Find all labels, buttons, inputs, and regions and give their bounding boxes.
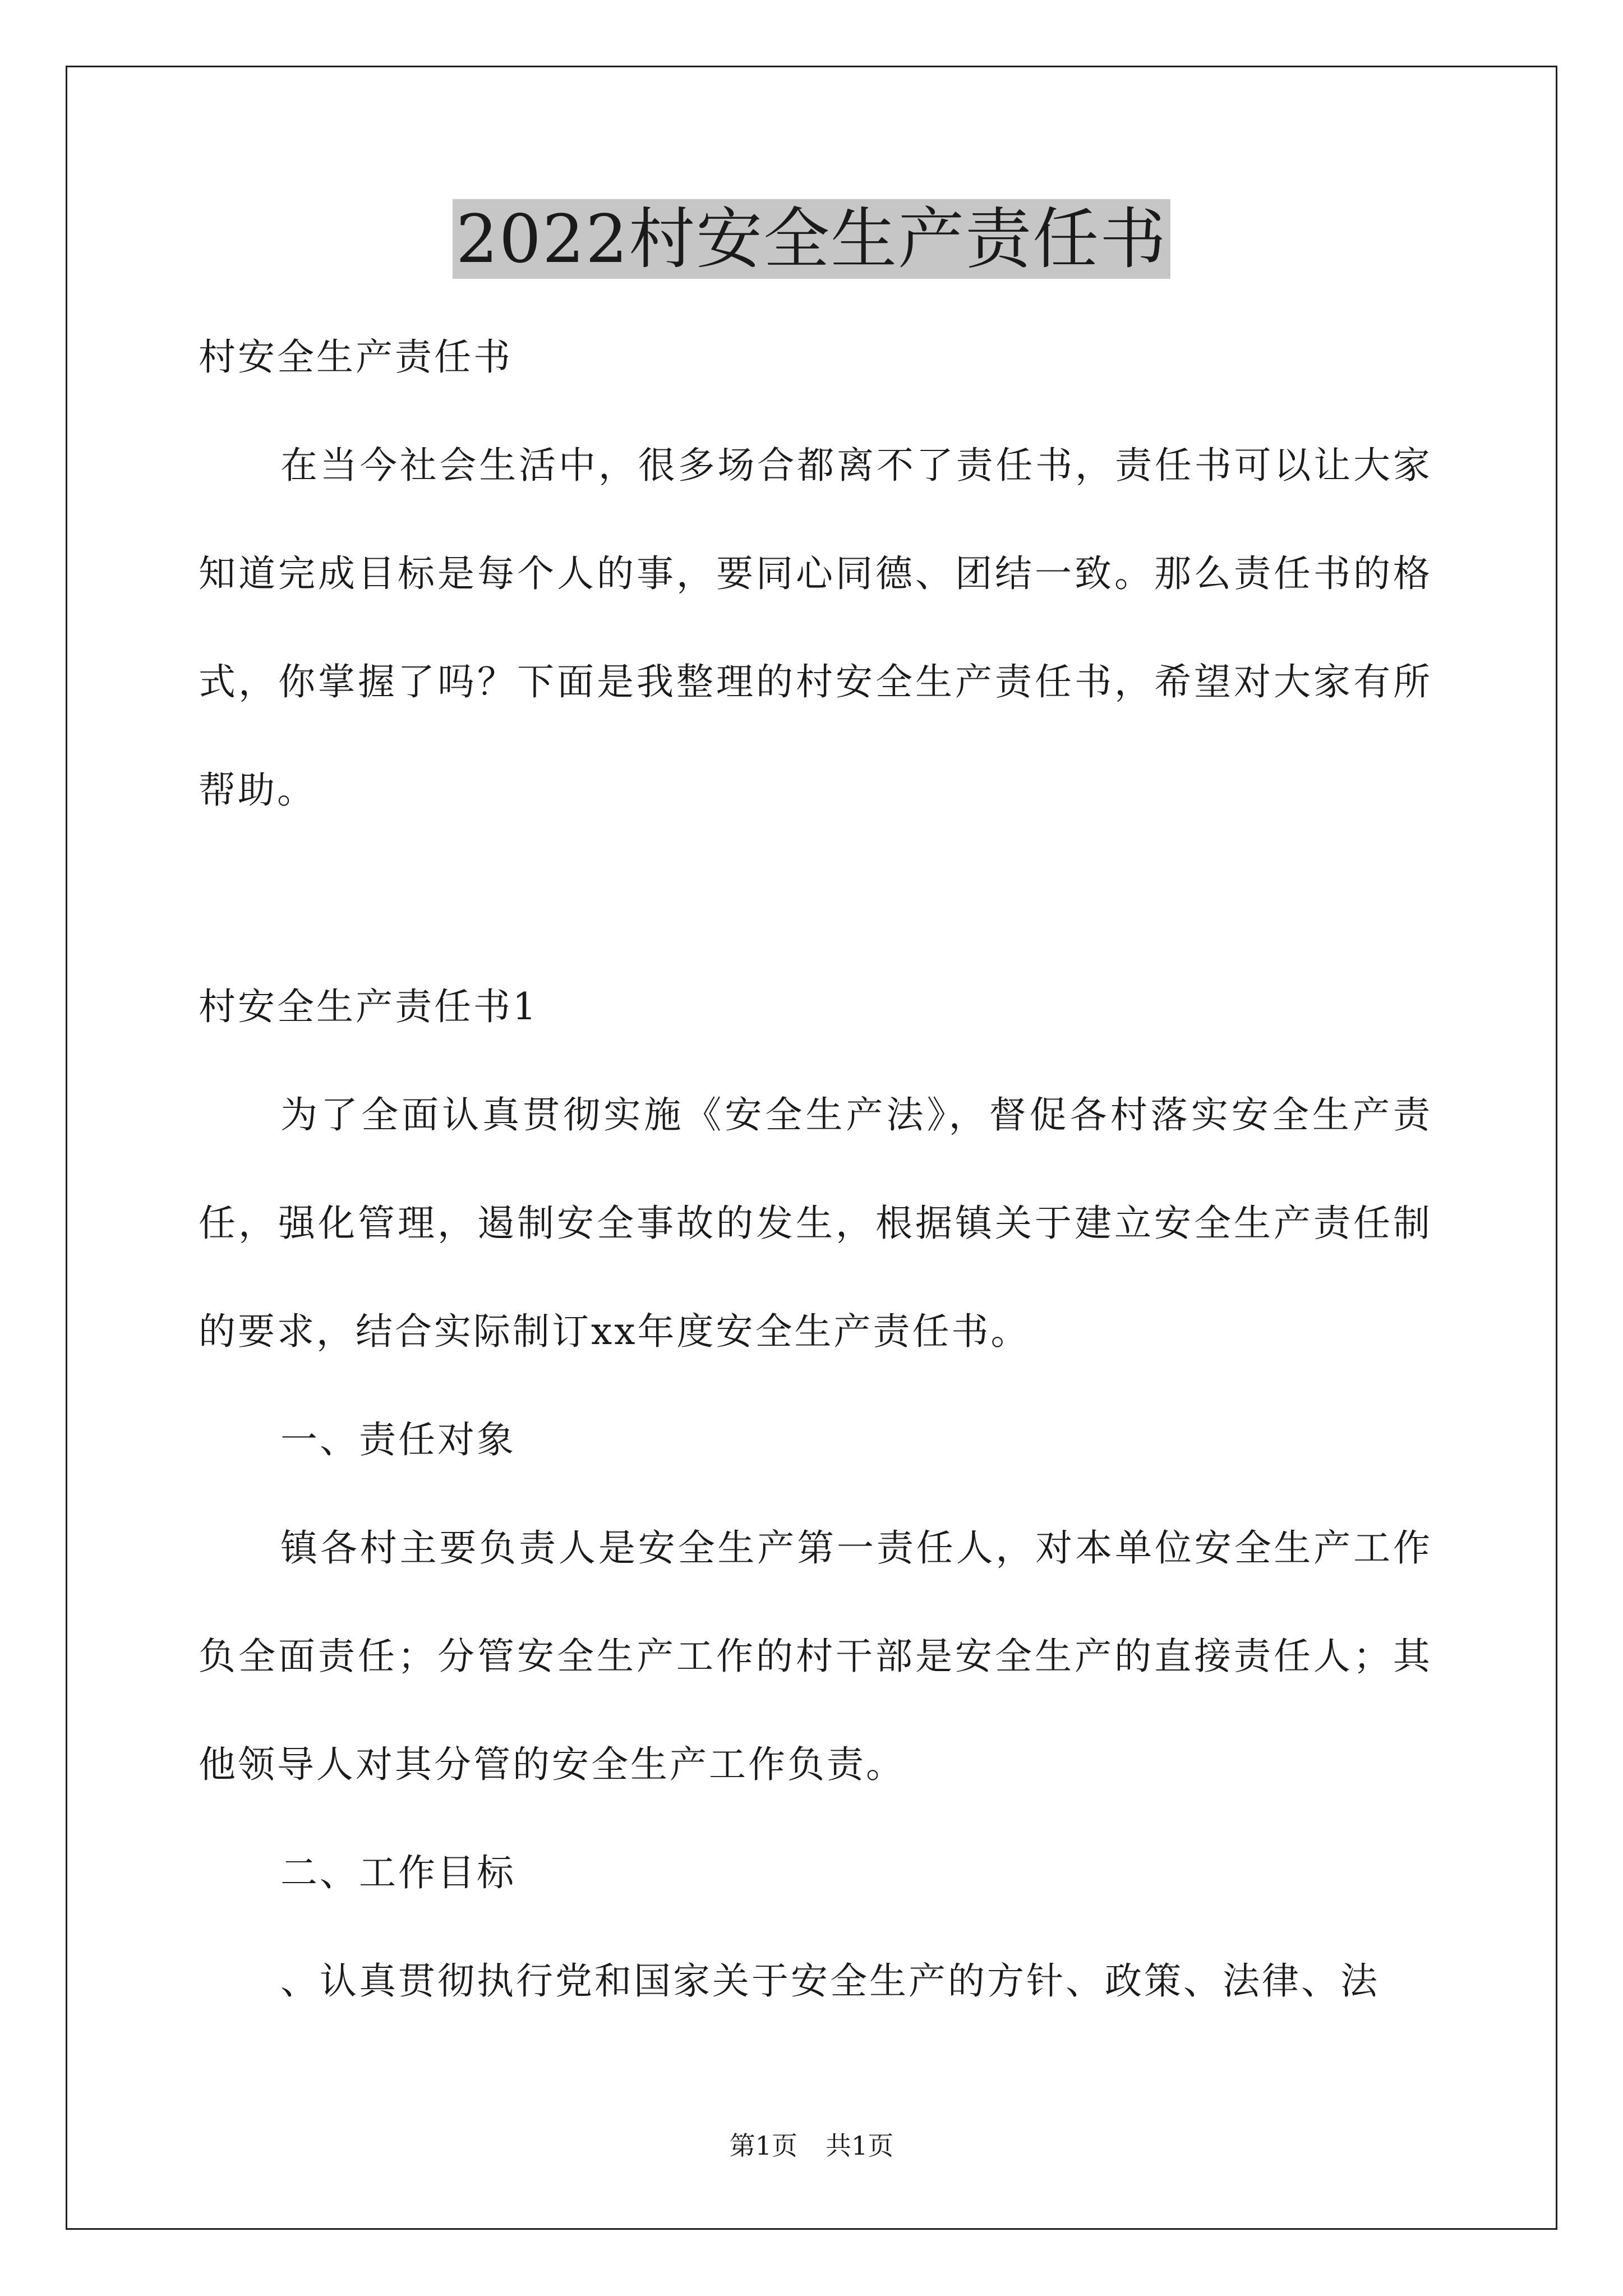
section-heading: 村安全生产责任书 bbox=[199, 335, 513, 379]
page-number: 第1页 bbox=[729, 2131, 797, 2161]
title-container bbox=[0, 199, 1623, 279]
page-total: 共1页 bbox=[826, 2131, 894, 2161]
subsection-heading: 二、工作目标 bbox=[280, 1851, 516, 1894]
section-heading: 村安全生产责任书1 bbox=[199, 985, 538, 1028]
subsection-heading: 一、责任对象 bbox=[280, 1418, 516, 1461]
body-paragraph: 为了全面认真贯彻实施《安全生产法》，督促各村落实安全生产责任，强化管理，遏制安全事故的发生，根据镇关于建立安全生产责任制的要求，结合实际制订xx年度安全生产责任书。 bbox=[199, 1093, 1432, 1353]
body-paragraph: 、认真贯彻执行党和国家关于安全生产的方针、政策、法律、法 bbox=[280, 1959, 1380, 2003]
intro-paragraph: 在当今社会生活中，很多场合都离不了责任书，责任书可以让大家知道完成目标是每个人的事，要同心同德、团结一致。那么责任书的格式，你掌握了吗？下面是我整理的村安全生产责任书，希望对大家有所帮助。 bbox=[199, 444, 1432, 812]
document-body bbox=[199, 303, 1432, 2035]
page-footer bbox=[0, 2129, 1623, 2162]
document-title: 2022村安全生产责任书 bbox=[453, 199, 1170, 279]
body-paragraph: 镇各村主要负责人是安全生产第一责任人，对本单位安全生产工作负全面责任；分管安全生产工作的村干部是安全生产的直接责任人；其他领导人对其分管的安全生产工作负责。 bbox=[199, 1526, 1432, 1786]
